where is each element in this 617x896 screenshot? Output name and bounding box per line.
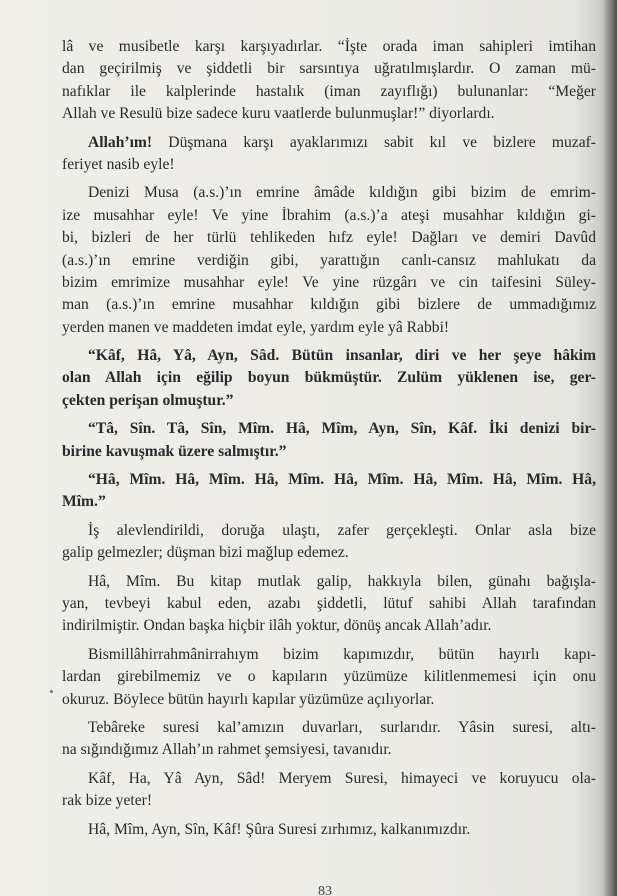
text-line: Denizi Musa (a.s.)’ın emrine âmâde kıldığın gibi bizim de emrim- (88, 184, 596, 202)
text-line: galip gelmezler; düşman bizi mağlup edemez. (62, 544, 349, 562)
paragraph (62, 768, 596, 813)
text-line: indirilmiştir. Ondan başka hiçbir ilâh yoktur, dönüş ancak Allah’adır. (62, 617, 492, 635)
text-line: feriyet nasib eyle! (62, 155, 175, 173)
margin-mark (50, 690, 53, 693)
text-line: olan Allah için eğilip boyun bükmüştür. Zulüm yüklenen ise, ger- (62, 369, 596, 387)
text-line: Kâf, Ha, Yâ Ayn, Sâd! Meryem Suresi, himayeci ve koruyucu ola- (88, 769, 596, 787)
text-fragment: Düşmana karşı ayaklarımızı sabit kıl ve bizlere muzaf- (152, 133, 596, 151)
text-line: Hâ, Mîm. Bu kitap mutlak galip, hakkıyla bilen, günahı bağışla- (88, 572, 596, 590)
page-text (62, 36, 596, 841)
paragraph (62, 819, 596, 841)
text-line: yan, tevbeyi kabul eden, azabı şiddetli, lütuf sahibi Allah tarafından (62, 594, 596, 612)
text-line: bizim emrimize musahhar eyle! Ve yine rüzgârı ve cin taifesini Süley- (62, 273, 596, 291)
text-line: Tebâreke suresi kal’amızın duvarları, surlarıdır. Yâsin suresi, altı- (88, 718, 596, 736)
text-line: lâ ve musibetle karşı karşıyadırlar. “İşte orada iman sahipleri imtihan (62, 38, 596, 55)
text-line: “Tâ, Sîn. Tâ, Sîn, Mîm. Hâ, Mîm, Ayn, Sîn, Kâf. İki denizi bir- (88, 420, 596, 438)
text-line (62, 132, 596, 154)
text-line: çekten perişan olmuştur.” (62, 391, 234, 409)
text-line: Bismillâhirrahmânirrahıym bizim kapımızdır, bütün hayırlı kapı- (88, 645, 596, 663)
paragraph (62, 717, 596, 762)
paragraph (62, 182, 596, 339)
text-line: nafıklar ile kalplerinde hastalık (iman zayıflığı) bulunanlar: “Meğer (62, 82, 596, 100)
binding-shadow (603, 0, 617, 896)
paragraph (62, 571, 596, 638)
quoted-verse (62, 345, 596, 412)
text-line: “Hâ, Mîm. Hâ, Mîm. Hâ, Mîm. Hâ, Mîm. Hâ, Mîm. Hâ, Mîm. Hâ, (88, 471, 596, 489)
text-line: Hâ, Mîm, Ayn, Sîn, Kâf! Şûra Suresi zırhımız, kalkanımızdır. (88, 820, 471, 838)
text-line: yerden manen ve maddeten imdat eyle, yardım eyle yâ Rabbi! (62, 318, 450, 336)
quoted-verse (62, 418, 596, 463)
lead-phrase: Allah’ım! (88, 133, 153, 151)
text-line: okuruz. Böylece bütün hayırlı kapılar yüzümüze açılıyorlar. (62, 690, 435, 708)
quoted-verse (62, 469, 596, 514)
paragraph (62, 644, 596, 711)
paragraph (62, 132, 596, 177)
paragraph (62, 520, 596, 565)
text-line: Mîm.” (62, 493, 106, 511)
text-line: ize musahhar eyle! Ve yine İbrahim (a.s.)’a ateşi musahhar kıldığın gi- (62, 206, 596, 224)
text-line: na sığındığımız Allah’ın rahmet şemsiyesi, tavanıdır. (62, 741, 392, 759)
text-line: Allah ve Resulü bize sadece kuru vaatlerde bulunmuşlar!” diyorlardı. (62, 105, 495, 123)
text-line: rak bize yeter! (62, 792, 153, 810)
text-line: birine kavuşmak üzere salmıştır.” (62, 442, 287, 460)
text-line: lardan girebilmemiz ve o kapıların yüzümüze kilitlenmemesi için onu (62, 668, 596, 686)
text-line: “Kâf, Hâ, Yâ, Ayn, Sâd. Bütün insanlar, diri ve her şeye hâkim (88, 347, 596, 365)
text-line: man (a.s.)’ın emrine musahhar kıldığın gibi bizlere de ummadığımız (62, 296, 596, 314)
text-line: dan geçirilmiş ve şiddetli bir sarsıntıya uğratılmışlardır. O zaman mü- (62, 60, 596, 78)
text-line: bi, bizleri de her türlü tehlikeden hıfz eyle! Dağları ve demiri Davûd (62, 229, 596, 247)
page-number: 83 (318, 884, 332, 896)
text-line: İş alevlendirildi, doruğa ulaştı, zafer gerçekleşti. Onlar asla bize (88, 521, 596, 539)
text-line: (a.s.)’ın emrine verdiğin gibi, yarattığın canlı-cansız mahlukatı da (62, 251, 596, 269)
paragraph (62, 36, 596, 126)
